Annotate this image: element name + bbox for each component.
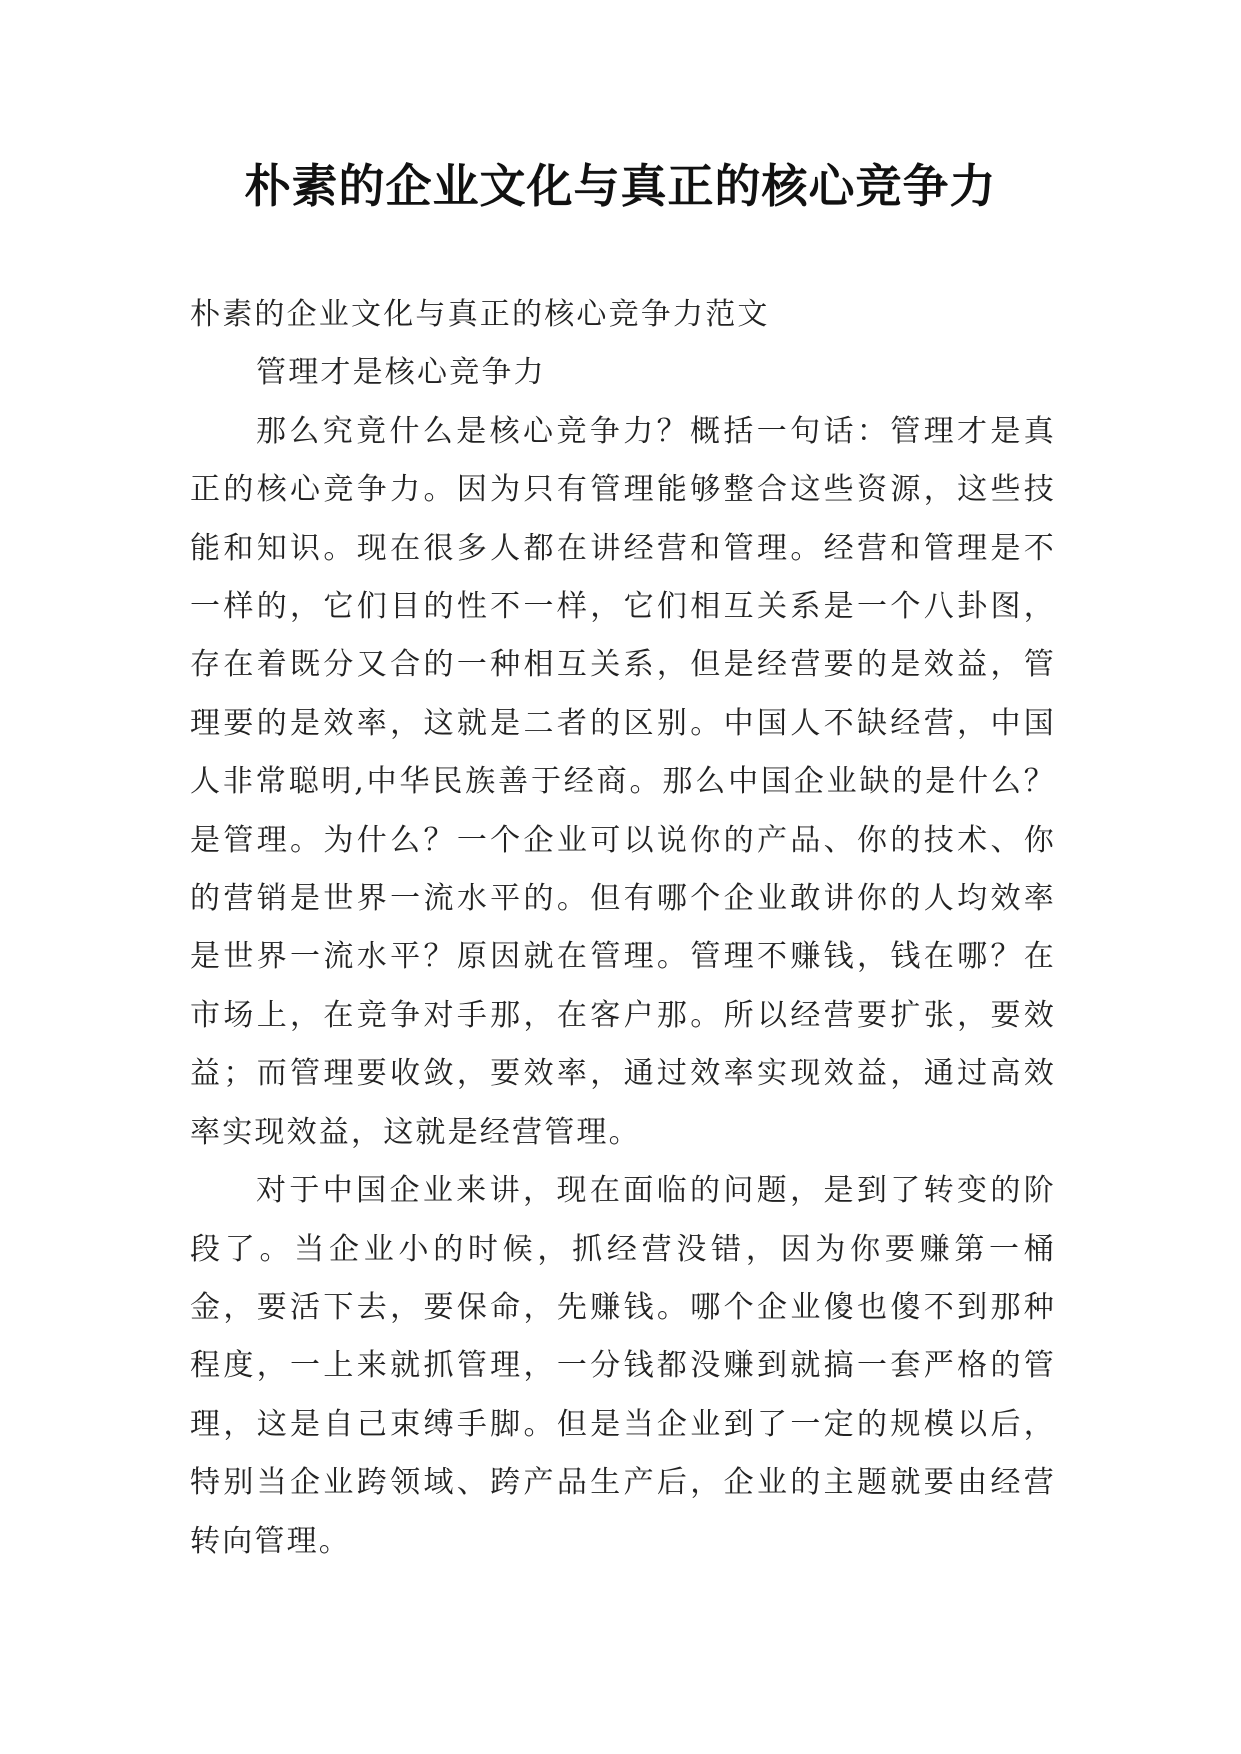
section-heading: 管理才是核心竞争力 — [256, 355, 546, 391]
document-body — [190, 286, 1056, 1571]
body-paragraph: 对于中国企业来讲，现在面临的问题，是到了转变的阶段了。当企业小的时候，抓经营没错，因为你要赚第一桶金，要活下去，要保命，先赚钱。哪个企业傻也傻不到那种程度，一上来就抓管理，一分钱都没赚到就搞一套严格的管理，这是自己束缚手脚。但是当企业到了一定的规模以后，特别当企业跨领域、跨产品生产后，企业的主题就要由经营转向管理。 — [190, 1173, 1056, 1559]
body-paragraph: 那么究竟什么是核心竞争力？概括一句话：管理才是真正的核心竞争力。因为只有管理能够整合这些资源，这些技能和知识。现在很多人都在讲经营和管理。经营和管理是不一样的，它们目的性不一样，它们相互关系是一个八卦图，存在着既分又合的一种相互关系，但是经营要的是效益，管理要的是效率，这就是二者的区别。中国人不缺经营，中国人非常聪明,中华民族善于经商。那么中国企业缺的是什么？是管理。为什么？一个企业可以说你的产品、你的技术、你的营销是世界一流水平的。但有哪个企业敢讲你的人均效率是世界一流水平？原因就在管理。管理不赚钱，钱在哪？在市场上，在竞争对手那，在客户那。所以经营要扩张，要效益；而管理要收敛，要效率，通过效率实现效益，通过高效率实现效益，这就是经营管理。 — [190, 413, 1056, 1150]
document-title: 朴素的企业文化与真正的核心竞争力 — [244, 159, 997, 213]
document-subtitle: 朴素的企业文化与真正的核心竞争力范文 — [190, 297, 770, 332]
